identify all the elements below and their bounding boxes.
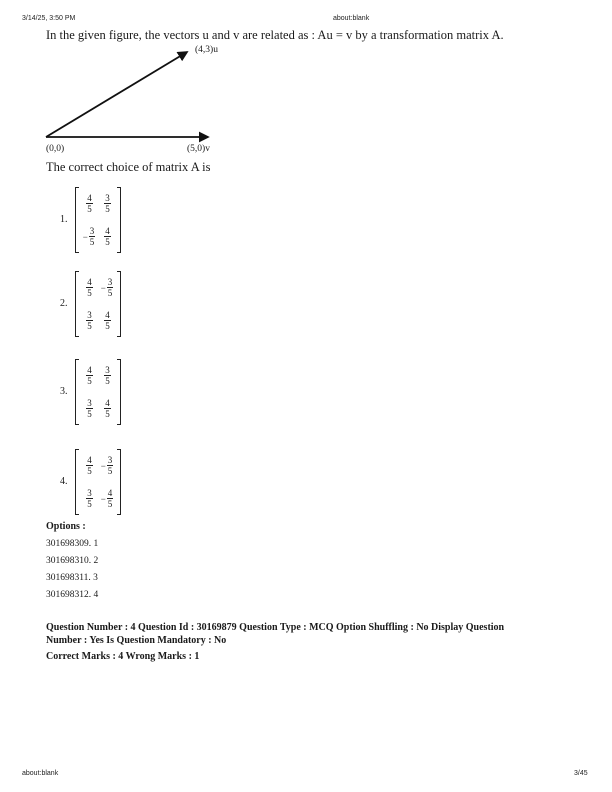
options-heading: Options : xyxy=(46,521,86,532)
matrix-cell: − $\frac{3}{5}$ xyxy=(82,226,95,247)
header-timestamp: 3/14/25, 3:50 PM xyxy=(22,15,76,22)
choice-label: 2. xyxy=(60,298,68,309)
matrix-cell: $\frac{4}{5}$ xyxy=(105,398,110,419)
u-vector xyxy=(46,52,187,137)
choice-matrix-2 xyxy=(75,271,121,337)
choice-label: 3. xyxy=(60,386,68,397)
matrix-cell: − $\frac{3}{5}$ xyxy=(100,455,113,476)
question-meta-line1: Question Number : 4 Question Id : 30169879 Question Type : MCQ Option Shuffling : No Display Question xyxy=(46,622,505,633)
matrix-cell: $\frac{4}{5}$ xyxy=(87,277,92,298)
matrix-cell: − $\frac{4}{5}$ xyxy=(100,488,113,509)
header-url: about:blank xyxy=(333,15,370,22)
question-meta-line2: Number : Yes Is Question Mandatory : No xyxy=(46,635,227,646)
origin-label: (0,0) xyxy=(46,144,65,154)
matrix-cell: $\frac{4}{5}$ xyxy=(87,193,92,214)
matrix-cell: $\frac{3}{5}$ xyxy=(105,193,110,214)
matrix-cell: − $\frac{3}{5}$ xyxy=(100,277,113,298)
matrix-cell: $\frac{4}{5}$ xyxy=(87,365,92,386)
matrix-cell: $\frac{4}{5}$ xyxy=(105,226,110,247)
option-line: 301698310. 2 xyxy=(46,556,99,566)
choice-label: 4. xyxy=(60,476,68,487)
matrix-cell: $\frac{3}{5}$ xyxy=(87,310,92,331)
matrix-cell: $\frac{3}{5}$ xyxy=(105,365,110,386)
choice-label: 1. xyxy=(60,214,68,225)
choice-matrix-3 xyxy=(75,359,121,425)
question-subtext: The correct choice of matrix A is xyxy=(46,160,211,174)
footer-url: about:blank xyxy=(22,770,59,777)
choice-matrix-1 xyxy=(75,187,121,253)
option-line: 301698309. 1 xyxy=(46,539,99,549)
question-meta-line3: Correct Marks : 4 Wrong Marks : 1 xyxy=(46,651,200,662)
choice-matrix-4 xyxy=(75,449,121,515)
option-line: 301698311. 3 xyxy=(46,573,98,583)
question-text: In the given figure, the vectors u and v are related as : Au = v by a transformation matrix A. xyxy=(46,28,504,42)
matrix-cell: $\frac{4}{5}$ xyxy=(105,310,110,331)
matrix-cell: $\frac{3}{5}$ xyxy=(87,398,92,419)
vector-figure xyxy=(40,42,240,152)
footer-page: 3/45 xyxy=(574,770,588,777)
option-line: 301698312. 4 xyxy=(46,590,99,600)
u-point-label: (4,3)u xyxy=(195,45,218,55)
v-point-label: (5,0)v xyxy=(187,144,210,154)
matrix-cell: $\frac{4}{5}$ xyxy=(87,455,92,476)
matrix-cell: $\frac{3}{5}$ xyxy=(87,488,92,509)
